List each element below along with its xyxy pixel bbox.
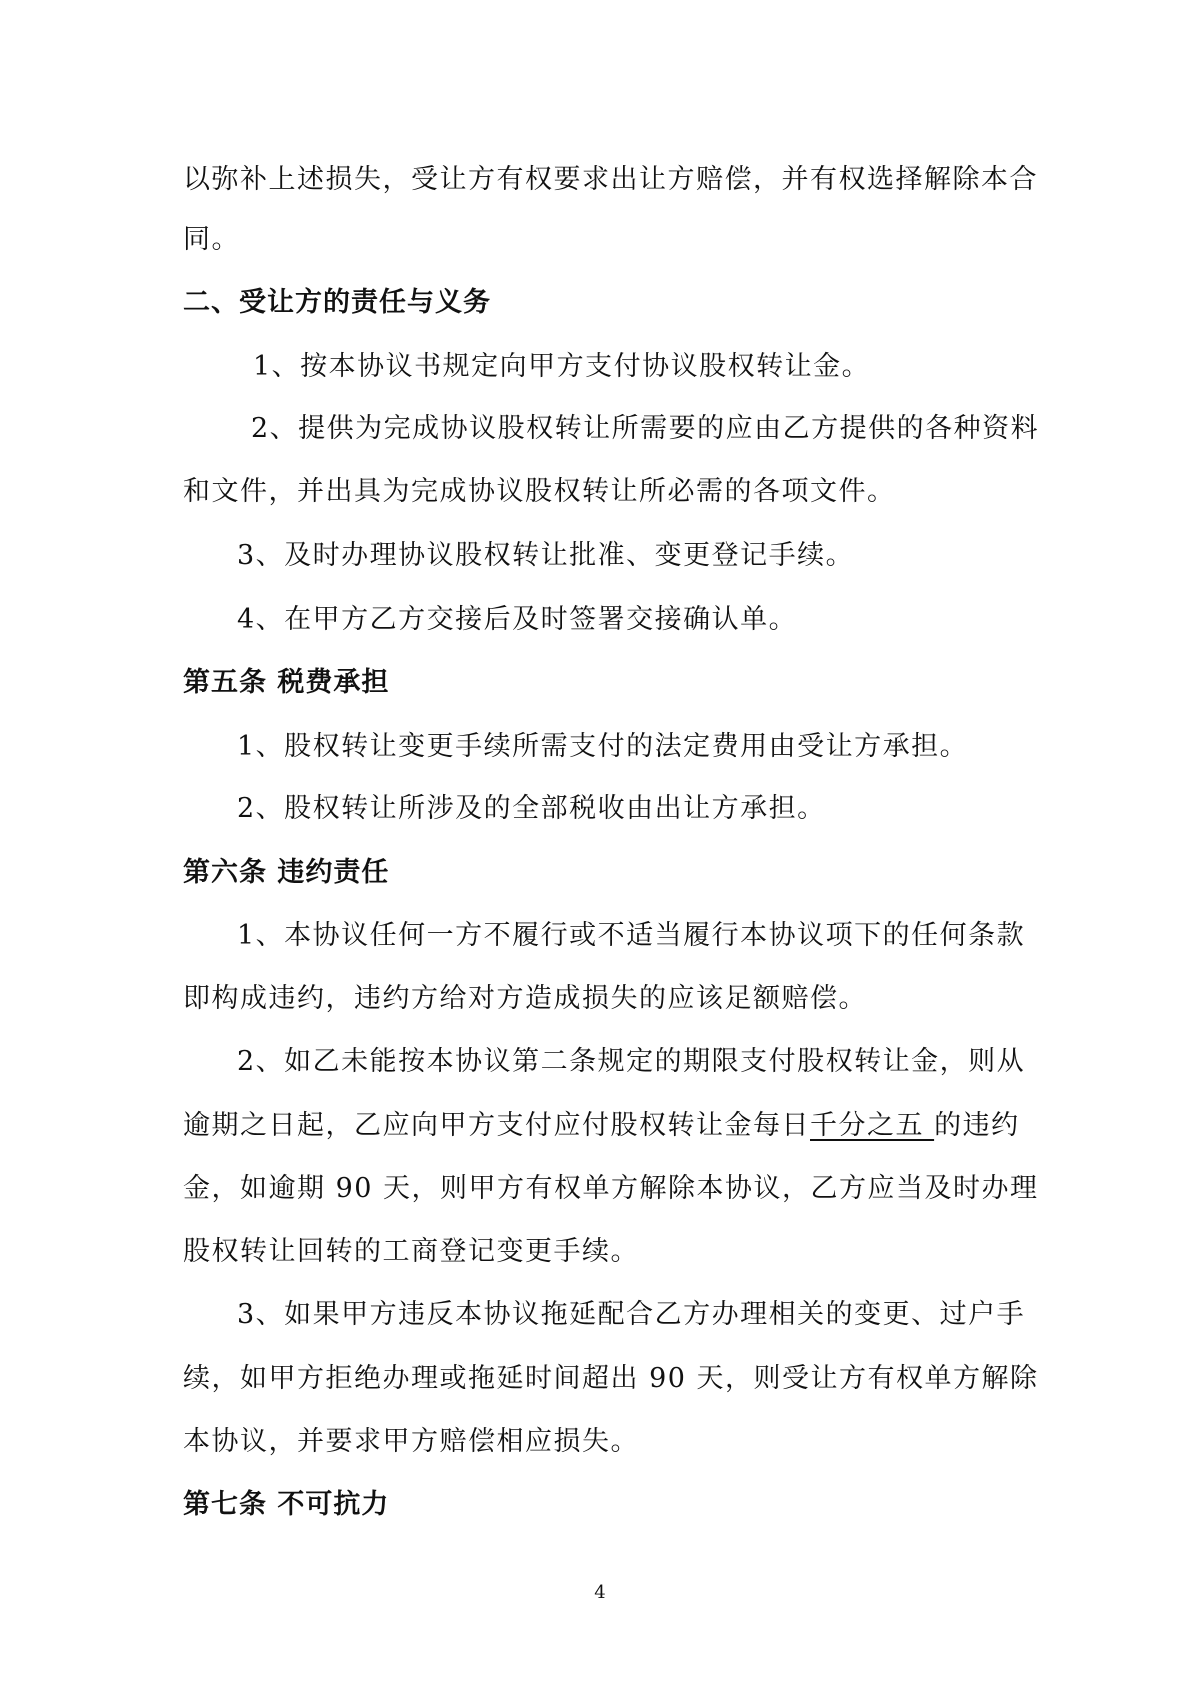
page-number: 4	[594, 1582, 606, 1603]
text-run: 逾期之日起，乙应向甲方支付应付股权转让金每日	[183, 1110, 810, 1141]
paragraph-line: 即构成违约，违约方给对方造成损失的应该足额赔偿。	[183, 983, 867, 1014]
underlined-value: 千分之五	[810, 1110, 935, 1141]
paragraph-line	[183, 1108, 1033, 1144]
list-item: 1、按本协议书规定向甲方支付协议股权转让金。	[253, 351, 871, 382]
list-item: 2、提供为完成协议股权转让所需要的应由乙方提供的各种资料	[251, 413, 1040, 444]
list-item: 2、如乙未能按本协议第二条规定的期限支付股权转让金，则从	[237, 1046, 1026, 1077]
article-heading: 第五条 税费承担	[183, 667, 390, 698]
text-run: 的违约	[934, 1110, 1020, 1141]
article-heading: 第六条 违约责任	[183, 857, 390, 888]
list-item: 2、股权转让所涉及的全部税收由出让方承担。	[237, 793, 826, 824]
paragraph-line: 以弥补上述损失，受让方有权要求出让方赔偿，并有权选择解除本合	[183, 164, 1038, 195]
list-item: 1、本协议任何一方不履行或不适当履行本协议项下的任何条款	[237, 920, 1026, 951]
paragraph-line: 本协议，并要求甲方赔偿相应损失。	[183, 1426, 639, 1457]
paragraph-line: 同。	[183, 224, 240, 255]
list-item: 1、股权转让变更手续所需支付的法定费用由受让方承担。	[237, 731, 969, 762]
section-heading: 二、受让方的责任与义务	[183, 287, 491, 318]
article-heading: 第七条 不可抗力	[183, 1489, 390, 1520]
paragraph-line: 金，如逾期 90 天，则甲方有权单方解除本协议，乙方应当及时办理	[183, 1173, 1039, 1204]
list-item: 4、在甲方乙方交接后及时签署交接确认单。	[237, 604, 798, 635]
list-item: 3、如果甲方违反本协议拖延配合乙方办理相关的变更、过户手	[237, 1299, 1026, 1330]
paragraph-line: 和文件，并出具为完成协议股权转让所必需的各项文件。	[183, 476, 896, 507]
paragraph-line: 续，如甲方拒绝办理或拖延时间超出 90 天，则受让方有权单方解除	[183, 1363, 1039, 1394]
list-item: 3、及时办理协议股权转让批准、变更登记手续。	[237, 540, 855, 571]
paragraph-line: 股权转让回转的工商登记变更手续。	[183, 1236, 639, 1267]
